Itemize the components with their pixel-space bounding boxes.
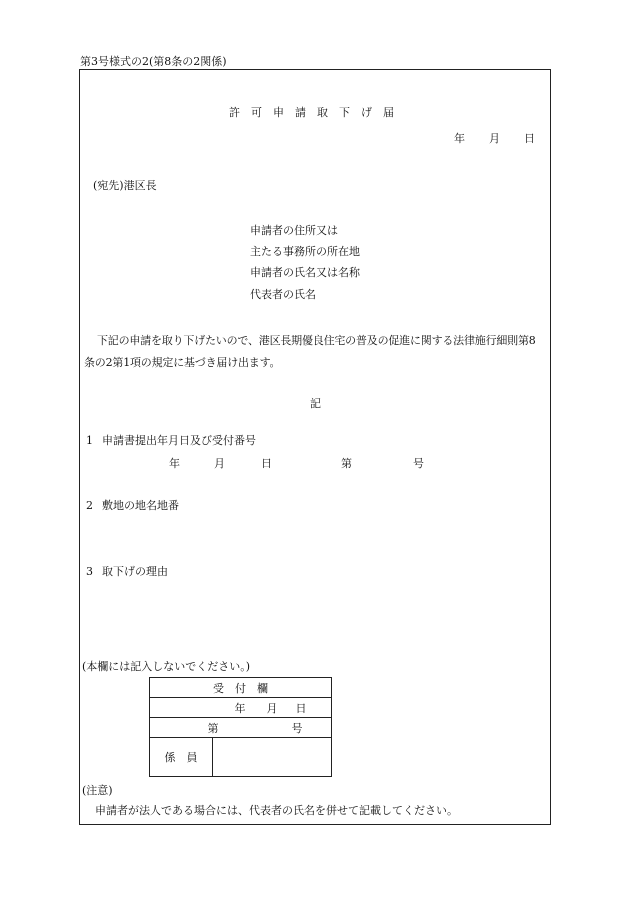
office-use-table (149, 677, 332, 777)
item-1-year: 年 (169, 457, 180, 470)
office-use-date-month: 月 (266, 702, 278, 715)
applicant-address-label: 申請者の住所又は (250, 224, 338, 237)
office-use-number-dai: 第 (207, 722, 219, 735)
office-use-header: 受 付 欄 (150, 678, 332, 698)
applicant-office-label: 主たる事務所の所在地 (250, 245, 360, 258)
item-2-label: 敷地の地名地番 (102, 499, 179, 512)
date-year: 年 (454, 132, 465, 145)
item-3-label: 取下げの理由 (102, 565, 168, 578)
office-use-date-day: 日 (295, 702, 307, 715)
office-use-note: (本欄には記入しないでください。) (82, 660, 251, 673)
office-use-date-row (150, 698, 332, 718)
item-2-number: 2 (86, 499, 93, 512)
item-1-day: 日 (261, 457, 272, 470)
notes-heading: (注意) (82, 784, 113, 797)
ki-heading: 記 (310, 397, 321, 410)
item-1-go: 号 (413, 457, 424, 470)
item-3-number: 3 (86, 565, 93, 578)
item-1-month: 月 (214, 457, 225, 470)
date-day: 日 (524, 132, 535, 145)
form-number: 第3号様式の2(第8条の2関係) (80, 55, 227, 68)
office-use-number-row (150, 718, 332, 738)
office-use-staff-label: 係 員 (150, 738, 213, 777)
body-text: 下記の申請を取り下げたいので、港区長期優良住宅の普及の促進に関する法律施行細則第8条の2第1項の規定に基づき届け出ます。 (84, 334, 536, 369)
applicant-name-label: 申請者の氏名又は名称 (250, 266, 360, 279)
applicant-representative-label: 代表者の氏名 (250, 288, 316, 301)
office-use-staff-box[interactable] (213, 738, 332, 777)
form-title: 許 可 申 請 取 下 げ 届 (229, 106, 394, 119)
addressee: (宛先)港区長 (93, 179, 157, 192)
office-use-date-year: 年 (234, 702, 246, 715)
item-1-number: 1 (86, 434, 93, 447)
office-use-number-go: 号 (291, 722, 303, 735)
item-1-label: 申請書提出年月日及び受付番号 (102, 434, 256, 447)
notes-text: 申請者が法人である場合には、代表者の氏名を併せて記載してください。 (95, 804, 458, 817)
date-month: 月 (489, 132, 500, 145)
item-1-dai: 第 (341, 457, 352, 470)
